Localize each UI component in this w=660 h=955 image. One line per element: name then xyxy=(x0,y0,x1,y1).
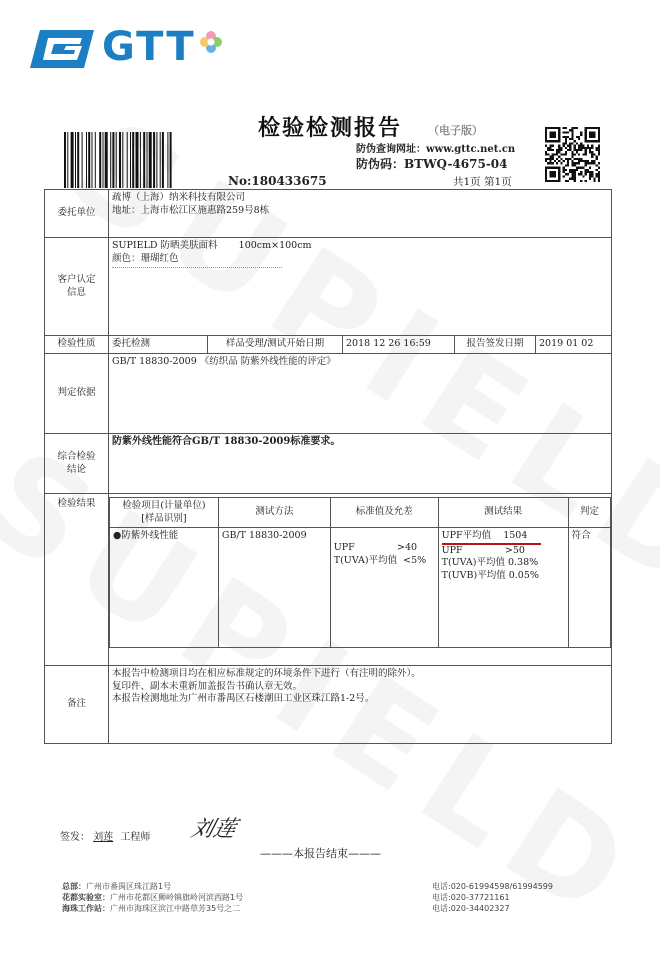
client-address: 地址：上海市松江区施惠路259号8栋 xyxy=(112,204,270,216)
footer-hz-addr: 广州市海珠区滨江中路草芳35号之二 xyxy=(110,904,241,913)
th-item xyxy=(110,498,219,528)
footer-hq-label: 总部： xyxy=(62,882,86,891)
footer-hq-addr: 广州市番禺区珠江路1号 xyxy=(86,882,172,891)
footer xyxy=(62,881,602,914)
logo-text: GTT xyxy=(102,24,196,70)
basis-value: GB/T 18830-2009 《纺织品 防紫外线性能的评定》 xyxy=(109,354,612,434)
results-label: 检验结果 xyxy=(45,494,109,666)
row-method: GB/T 18830-2009 xyxy=(218,528,330,648)
barcode xyxy=(64,132,224,188)
remark-line-1: 本报告中检测项目均在相应标准规定的环境条件下进行（有注明的除外）。 xyxy=(112,668,421,679)
res-upf: UPF >50 xyxy=(441,544,525,556)
footer-hz-tel: 电话:020-34402327 xyxy=(432,904,510,913)
qr-code xyxy=(545,127,600,182)
signature-name: 刘莲 xyxy=(93,832,114,843)
remark-line-3: 本报告检测地址为广州市番禺区石楼潮田工业区珠江路1-2号。 xyxy=(112,693,375,704)
signature-label: 签发： xyxy=(60,832,90,843)
basis-label: 判定依据 xyxy=(45,354,109,434)
report-table xyxy=(44,189,612,744)
std-uva: T(UVA)平均值 <5% xyxy=(333,554,427,566)
footer-lab-tel: 电话:020-37721161 xyxy=(432,893,510,902)
page-title: 检验检测报告 xyxy=(258,116,403,141)
results-table xyxy=(109,497,611,648)
client-cell xyxy=(109,190,612,238)
th-item-sub: [样品识别] xyxy=(141,512,187,524)
color-line: 颜色：珊瑚红色 xyxy=(112,252,179,264)
page-count: 共1页 第1页 xyxy=(453,176,512,188)
res-uva: T(UVA)平均值 0.38% xyxy=(441,557,539,568)
customer-info-label: 客户认定 信息 xyxy=(45,238,109,336)
th-method: 测试方法 xyxy=(218,498,330,528)
conclusion-value: 防紫外线性能符合GB/T 18830-2009标准要求。 xyxy=(109,434,612,494)
footer-lab xyxy=(62,892,602,903)
footer-hz xyxy=(62,903,602,914)
edition-label: （电子版） xyxy=(428,124,483,137)
results-cell xyxy=(109,494,612,666)
received-date-label: 样品受理/测试开始日期 xyxy=(208,336,343,354)
footer-hq-tel: 电话:020-61994598/61994599 xyxy=(432,882,553,891)
res-upf-avg: UPF平均值 1504 xyxy=(442,530,542,545)
received-date-value: 2018 12 26 16:59 xyxy=(343,336,455,354)
remark-line-2: 复印件、副本未重新加盖报告书确认章无效。 xyxy=(112,680,303,692)
remarks-cell xyxy=(109,666,612,744)
issue-date-label: 报告签发日期 xyxy=(455,336,536,354)
row-standard xyxy=(330,528,438,648)
footer-lab-addr: 广州市花都区狮岭镇旗岭河滨西路1号 xyxy=(110,893,244,902)
customer-info-cell xyxy=(109,238,612,336)
signature-title: 工程师 xyxy=(120,832,151,843)
footer-lab-label: 花都实验室： xyxy=(62,893,110,902)
verify-site: 防伪查询网址：www.gttc.net.cn xyxy=(356,144,516,155)
client-name: 疏博（上海）纳米科技有限公司 xyxy=(112,192,246,203)
th-result: 测试结果 xyxy=(438,498,568,528)
dotted-divider xyxy=(112,267,282,268)
remarks-label: 备注 xyxy=(45,666,109,744)
th-item-label: 检验项目(计量单位) xyxy=(122,500,206,511)
std-upf: UPF >40 xyxy=(333,542,418,553)
th-standard: 标准值及允差 xyxy=(330,498,438,528)
footer-hq xyxy=(62,881,602,892)
product-line: SUPIELD 防晒美肤面料 100cm×100cm xyxy=(112,240,312,251)
handwritten-signature: 刘莲 xyxy=(188,817,239,842)
flower-icon xyxy=(200,31,222,53)
signature-block xyxy=(60,828,150,843)
row-item: ●防紫外线性能 xyxy=(110,528,219,648)
issue-date-value: 2019 01 02 xyxy=(536,336,612,354)
th-judge: 判定 xyxy=(568,498,610,528)
client-label: 委托单位 xyxy=(45,190,109,238)
row-judge: 符合 xyxy=(568,528,610,648)
report-number: No:180433675 xyxy=(228,174,327,188)
inspection-type-label: 检验性质 xyxy=(45,336,109,354)
row-result xyxy=(438,528,568,648)
verify-code: 防伪码：BTWQ-4675-04 xyxy=(356,157,508,171)
res-uvb: T(UVB)平均值 0.05% xyxy=(441,569,539,581)
inspection-type-value: 委托检测 xyxy=(109,336,208,354)
gtt-logo xyxy=(30,24,230,70)
end-of-report: ———本报告结束——— xyxy=(260,847,381,860)
conclusion-label: 综合检验 结论 xyxy=(45,434,109,494)
footer-hz-label: 海珠工作站： xyxy=(62,904,110,913)
gtt-logo-icon xyxy=(30,30,94,68)
